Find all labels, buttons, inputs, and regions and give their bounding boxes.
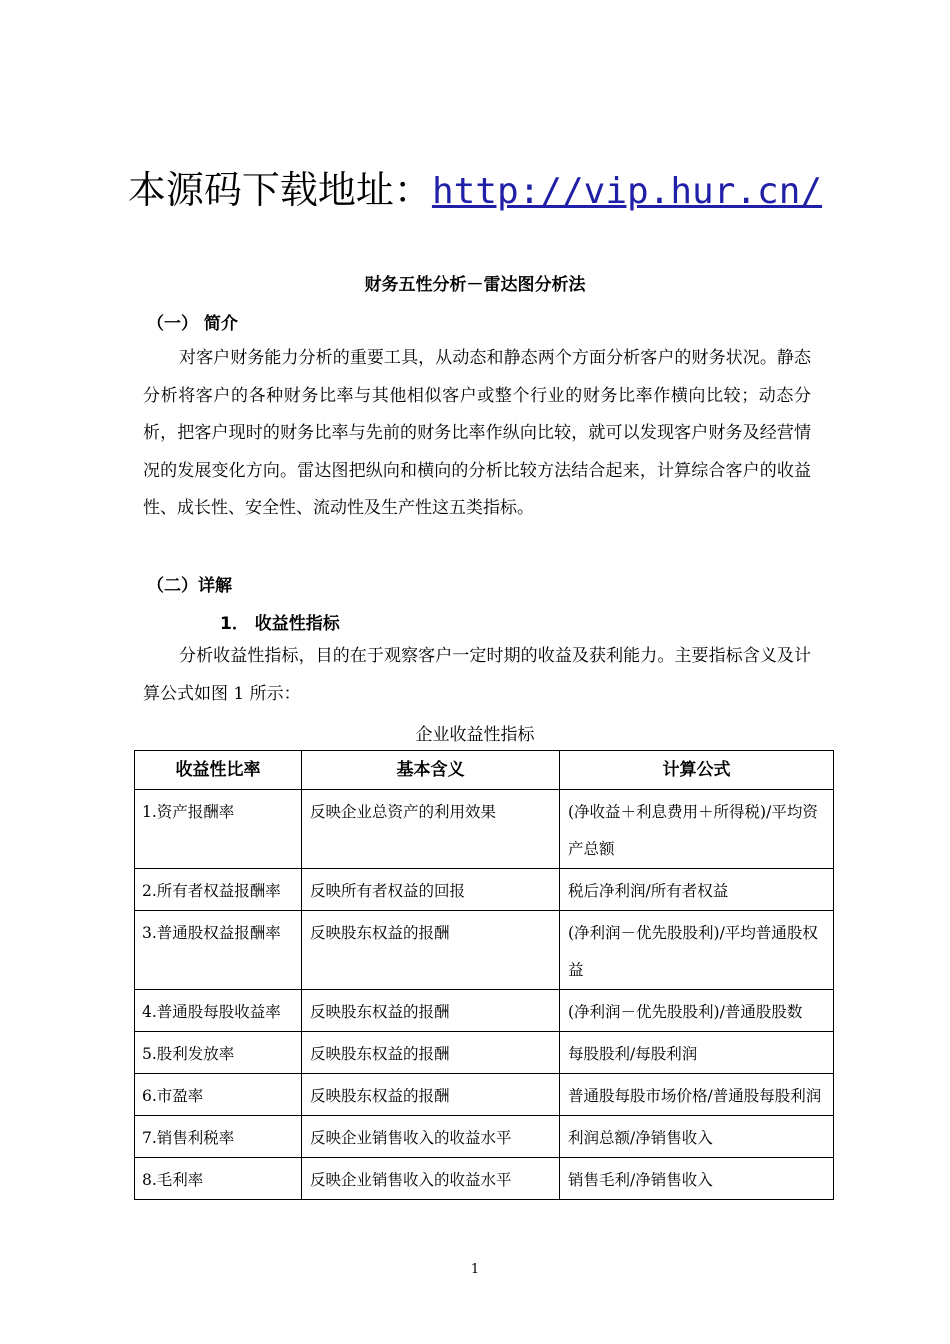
column-header: 收益性比率 — [135, 751, 302, 790]
meaning-cell: 反映股东权益的报酬 — [302, 1074, 560, 1116]
meaning-cell: 反映股东权益的报酬 — [302, 1032, 560, 1074]
profitability-paragraph: 分析收益性指标，目的在于观察客户一定时期的收益及获利能力。主要指标含义及计算公式如图 1 所示： — [143, 646, 811, 704]
formula-cell: 税后净利润/所有者权益 — [560, 869, 834, 911]
meaning-cell: 反映企业销售收入的收益水平 — [302, 1158, 560, 1200]
download-banner — [0, 160, 950, 222]
table-row — [135, 1116, 834, 1158]
formula-cell: (净利润－优先股股利)/普通股股数 — [560, 990, 834, 1032]
ratio-name-cell: 1.资产报酬率 — [135, 790, 302, 869]
column-header: 计算公式 — [560, 751, 834, 790]
table-row — [135, 1032, 834, 1074]
banner-prefix: 本源码下载地址： — [127, 168, 432, 212]
formula-cell: 普通股每股市场价格/普通股每股利润 — [560, 1074, 834, 1116]
table-row — [135, 869, 834, 911]
formula-cell: 每股股利/每股利润 — [560, 1032, 834, 1074]
formula-cell: 利润总额/净销售收入 — [560, 1116, 834, 1158]
ratio-name-cell: 4.普通股每股收益率 — [135, 990, 302, 1032]
meaning-cell: 反映所有者权益的回报 — [302, 869, 560, 911]
ratio-name-cell: 6.市盈率 — [135, 1074, 302, 1116]
ratio-name-cell: 3.普通股权益报酬率 — [135, 911, 302, 990]
formula-cell: (净利润－优先股股利)/平均普通股权益 — [560, 911, 834, 990]
subheading-profitability: 1． 收益性指标 — [220, 614, 340, 634]
meaning-cell: 反映股东权益的报酬 — [302, 911, 560, 990]
table-row — [135, 911, 834, 990]
formula-cell: 销售毛利/净销售收入 — [560, 1158, 834, 1200]
ratio-name-cell: 5.股利发放率 — [135, 1032, 302, 1074]
section-heading-intro: （一） 简介 — [147, 314, 238, 334]
meaning-cell: 反映企业销售收入的收益水平 — [302, 1116, 560, 1158]
profitability-table — [134, 750, 834, 1200]
table-row — [135, 990, 834, 1032]
table-header-row — [135, 751, 834, 790]
table-row — [135, 1158, 834, 1200]
page-number: 1 — [470, 1262, 480, 1277]
formula-cell: (净收益＋利息费用＋所得税)/平均资产总额 — [560, 790, 834, 869]
column-header: 基本含义 — [302, 751, 560, 790]
ratio-name-cell: 8.毛利率 — [135, 1158, 302, 1200]
table-row — [135, 790, 834, 869]
intro-paragraph: 对客户财务能力分析的重要工具，从动态和静态两个方面分析客户的财务状况。静态分析将客户的各种财务比率与其他相似客户或整个行业的财务比率作横向比较；动态分析，把客户现时的财务比率与先前的财务比率作纵向比较，就可以发现客户财务及经营情况的发展变化方向。雷达图把纵向和横向的分析比较方法结合起来，计算综合客户的收益性、成长性、安全性、流动性及生产性这五类指标。 — [143, 348, 811, 518]
table-row — [135, 1074, 834, 1116]
ratio-name-cell: 2.所有者权益报酬率 — [135, 869, 302, 911]
section-heading-detail: （二）详解 — [147, 576, 232, 596]
meaning-cell: 反映股东权益的报酬 — [302, 990, 560, 1032]
document-title: 财务五性分析－雷达图分析法 — [364, 275, 586, 295]
meaning-cell: 反映企业总资产的利用效果 — [302, 790, 560, 869]
download-link[interactable]: http://vip.hur.cn/ — [431, 171, 823, 212]
table-caption: 企业收益性指标 — [415, 725, 535, 745]
ratio-name-cell: 7.销售利税率 — [135, 1116, 302, 1158]
